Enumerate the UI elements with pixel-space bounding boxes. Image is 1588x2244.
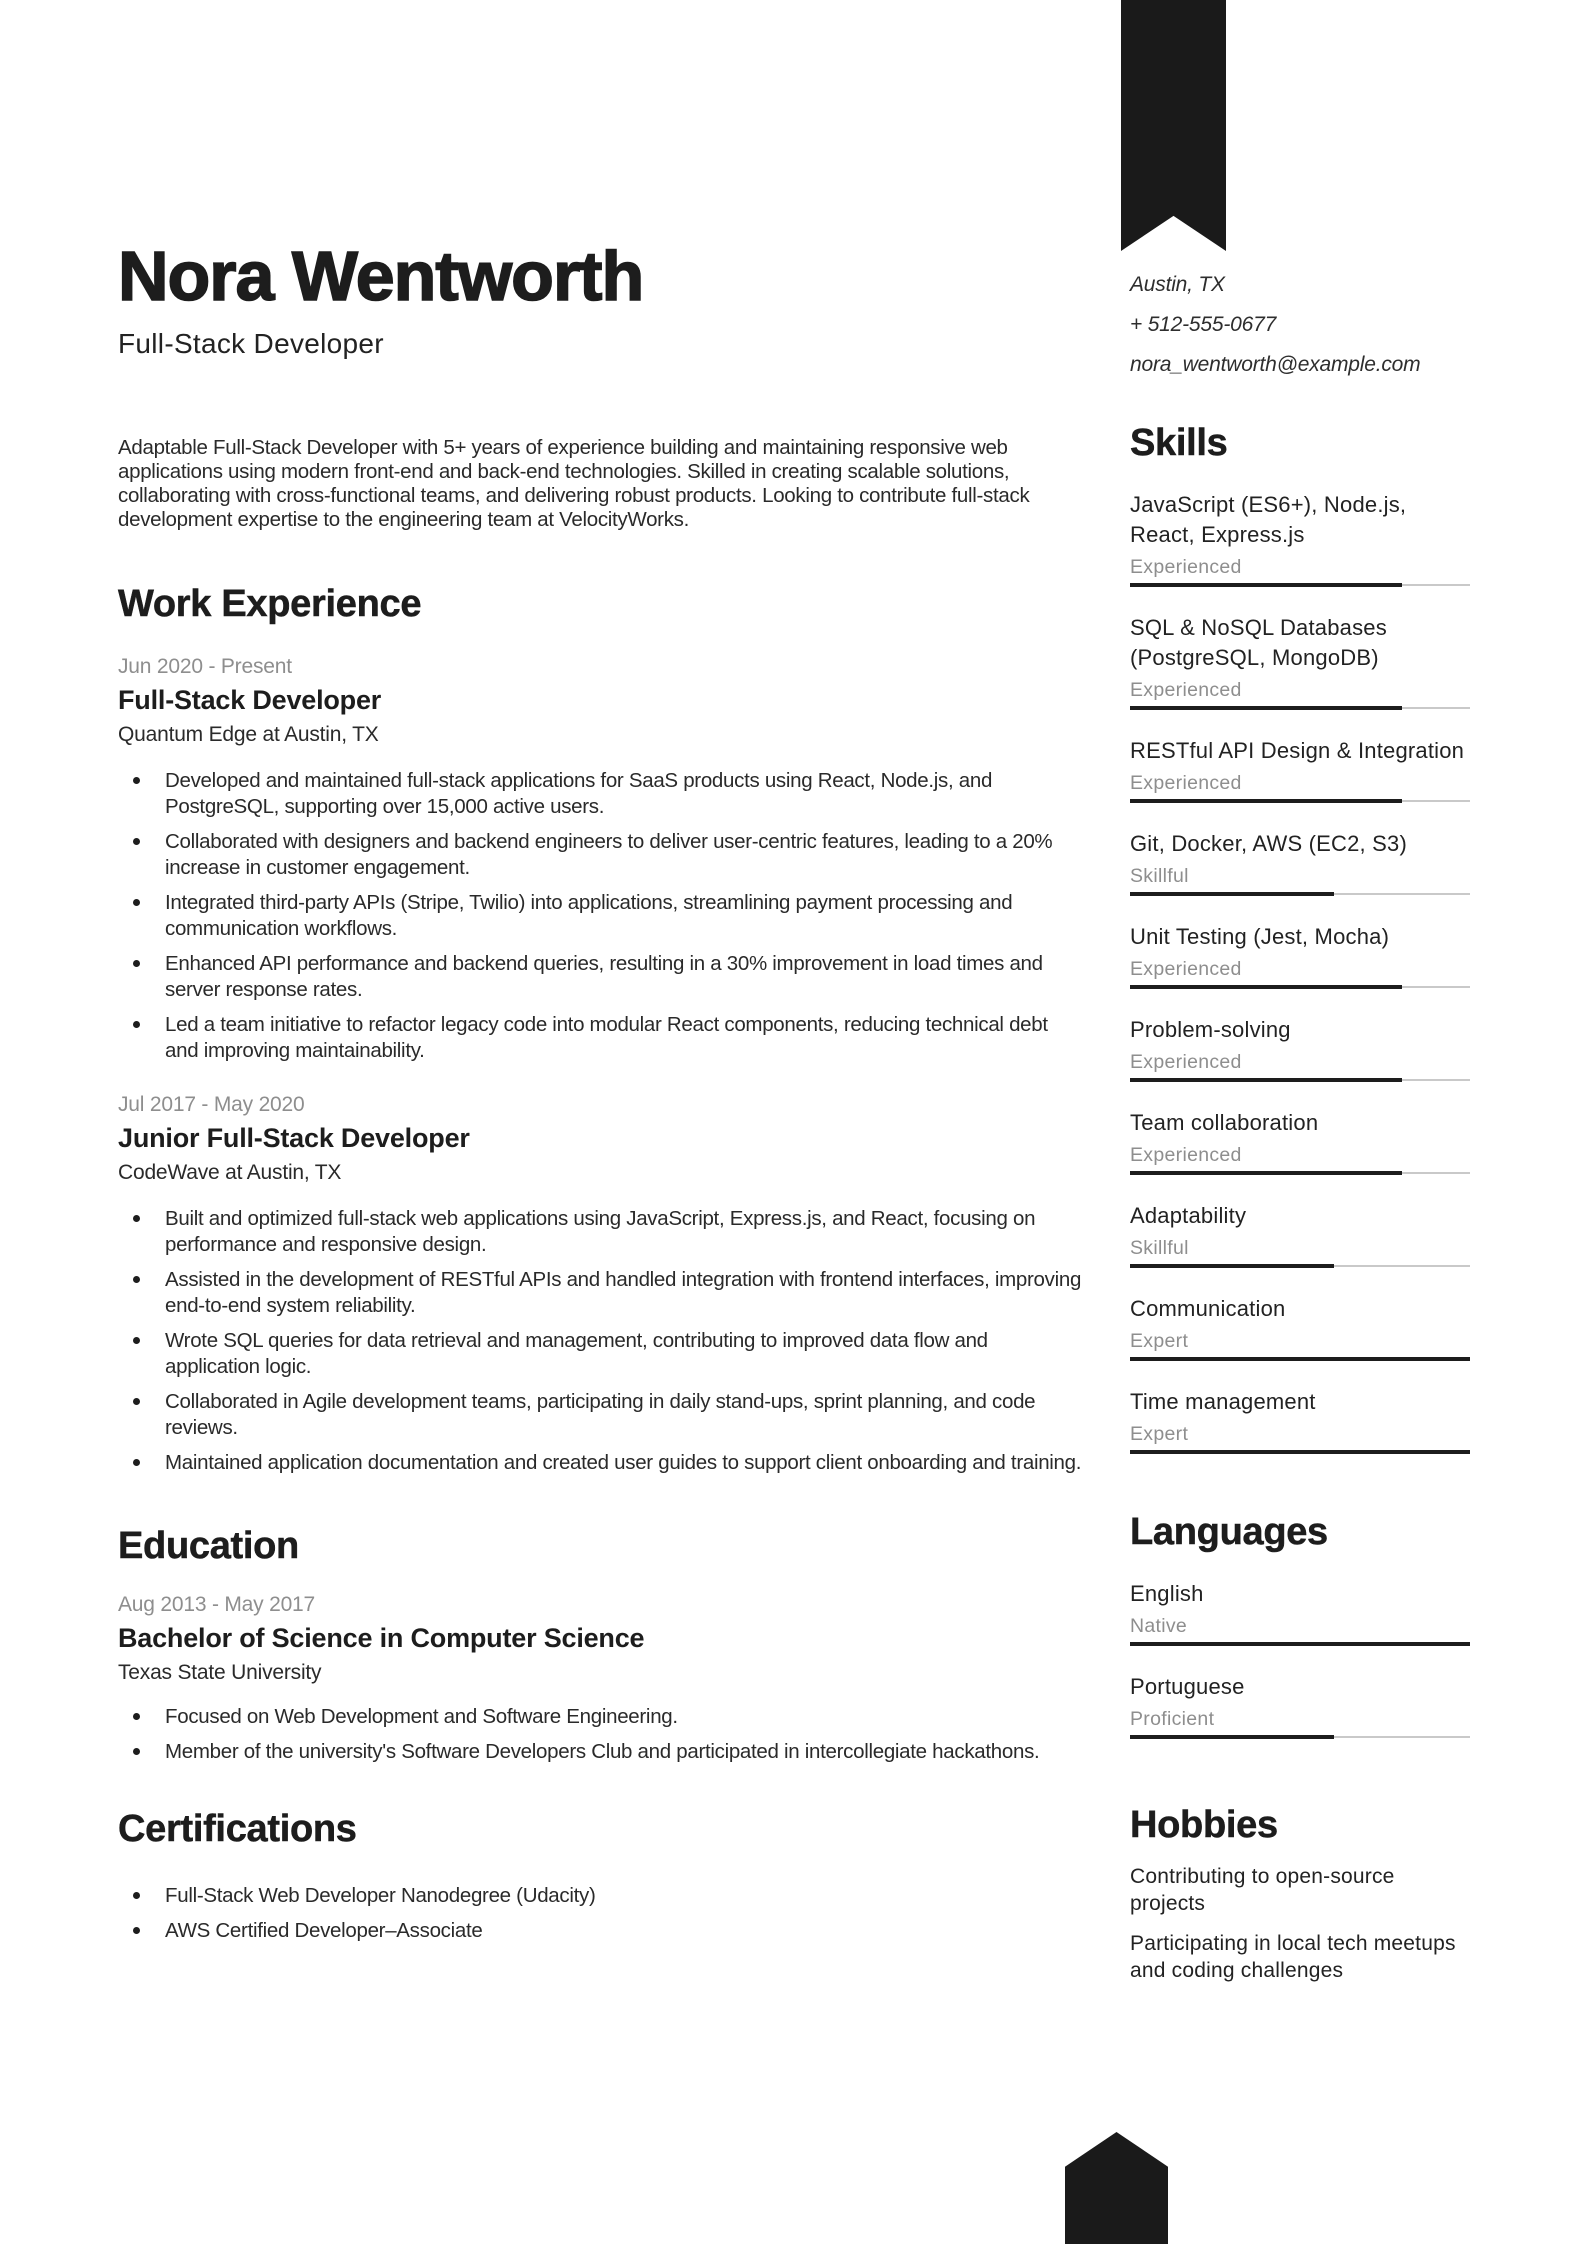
skill-level-label: Experienced [1130, 958, 1242, 980]
contact-email: nora_wentworth@example.com [1130, 353, 1421, 376]
skill-level-bar [1130, 1450, 1470, 1454]
certification-item: AWS Certified Developer–Associate [118, 1918, 1085, 1944]
language-level-bar-fill [1130, 1642, 1470, 1646]
skill-name: Git, Docker, AWS (EC2, S3) [1130, 831, 1408, 856]
skill-name: Time management [1130, 1389, 1316, 1414]
job-company: CodeWave at Austin, TX [118, 1161, 342, 1184]
summary-text: Adaptable Full-Stack Developer with 5+ years of experience building and maintaining responsive web applications using modern front-end and back-end technologies. Skilled in creating scalable solutions, collaborating with cross-functional teams, and delivering robust products. Looking to contribute full-stack development expertise to the engineering team at VelocityWorks. [118, 436, 1030, 531]
skill-item [1130, 1387, 1470, 1454]
main-column [118, 0, 1085, 1944]
bullet-item: Integrated third-party APIs (Stripe, Twilio) into applications, streamlining payment processing and communication workflows. [118, 890, 1085, 942]
skill-name: JavaScript (ES6+), Node.js, React, Express.js [1130, 492, 1407, 547]
skill-level-label: Expert [1130, 1330, 1189, 1352]
job-company: Quantum Edge at Austin, TX [118, 723, 379, 746]
skill-item [1130, 613, 1470, 710]
skill-level-bar [1130, 1357, 1470, 1361]
bullet-item: Wrote SQL queries for data retrieval and management, contributing to improved data flow and application logic. [118, 1328, 1085, 1380]
skill-level-label: Skillful [1130, 865, 1189, 887]
language-item [1130, 1672, 1470, 1739]
language-level-label: Native [1130, 1615, 1188, 1637]
skill-level-bar [1130, 892, 1470, 896]
job-title: Junior Full-Stack Developer [118, 1123, 470, 1153]
skill-level-bar [1130, 1078, 1470, 1082]
section-heading-certifications: Certifications [118, 1808, 357, 1850]
section-heading-work: Work Experience [118, 583, 422, 625]
bullet-item: Member of the university's Software Developers Club and participated in intercollegiate hackathons. [118, 1739, 1085, 1765]
hobbies-list [1130, 1864, 1470, 1984]
certification-item: Full-Stack Web Developer Nanodegree (Udacity) [118, 1883, 1085, 1909]
bullet-item: Enhanced API performance and backend queries, resulting in a 30% improvement in load times and server response rates. [118, 951, 1085, 1003]
skill-level-bar-fill [1130, 1171, 1402, 1175]
skill-name: Problem-solving [1130, 1017, 1291, 1042]
job-entry [118, 654, 1085, 1064]
contact-phone: + 512-555-0677 [1130, 313, 1277, 336]
skill-level-bar-fill [1130, 892, 1334, 896]
section-heading-education: Education [118, 1525, 299, 1567]
skills-list [1130, 490, 1470, 1454]
skill-level-bar-fill [1130, 1450, 1470, 1454]
skill-level-bar [1130, 1264, 1470, 1268]
contact-location: Austin, TX [1130, 273, 1225, 296]
skill-level-label: Experienced [1130, 1144, 1242, 1166]
skill-item [1130, 736, 1470, 803]
skill-level-label: Skillful [1130, 1237, 1189, 1259]
skill-item [1130, 1108, 1470, 1175]
job-bullet-list [118, 1206, 1085, 1476]
skill-level-label: Experienced [1130, 1051, 1242, 1073]
skill-level-label: Experienced [1130, 556, 1242, 578]
skill-item [1130, 829, 1470, 896]
certification-list [118, 1883, 1085, 1944]
skill-item [1130, 1015, 1470, 1082]
language-name: Portuguese [1130, 1674, 1245, 1699]
skill-level-bar-fill [1130, 799, 1402, 803]
job-dates: Jun 2020 - Present [118, 655, 292, 678]
job-dates: Jul 2017 - May 2020 [118, 1093, 305, 1116]
bullet-item: Led a team initiative to refactor legacy code into modular React components, reducing technical debt and improving maintainability. [118, 1012, 1085, 1064]
skill-item [1130, 490, 1470, 587]
skill-level-bar-fill [1130, 1078, 1402, 1082]
skill-name: RESTful API Design & Integration [1130, 738, 1465, 763]
education-degree: Bachelor of Science in Computer Science [118, 1623, 645, 1653]
job-title: Full-Stack Developer [118, 685, 382, 715]
skill-level-bar-fill [1130, 583, 1402, 587]
job-entry [118, 1092, 1085, 1476]
language-item [1130, 1579, 1470, 1646]
skill-level-bar-fill [1130, 706, 1402, 710]
job-bullet-list [118, 768, 1085, 1064]
skill-item [1130, 1201, 1470, 1268]
education-entry [118, 1592, 1085, 1765]
sidebar-heading-hobbies: Hobbies [1130, 1804, 1278, 1846]
skill-level-bar [1130, 985, 1470, 989]
sidebar-column [1130, 0, 1470, 1998]
skill-level-bar [1130, 583, 1470, 587]
skill-level-label: Experienced [1130, 679, 1242, 701]
bullet-item: Collaborated with designers and backend engineers to deliver user-centric features, leading to a 20% increase in customer engagement. [118, 829, 1085, 881]
language-level-label: Proficient [1130, 1708, 1215, 1730]
skill-name: Unit Testing (Jest, Mocha) [1130, 924, 1390, 949]
skill-level-bar [1130, 706, 1470, 710]
sidebar-heading-languages: Languages [1130, 1511, 1328, 1553]
candidate-title: Full-Stack Developer [118, 328, 384, 359]
language-level-bar [1130, 1642, 1470, 1646]
skill-name: SQL & NoSQL Databases (PostgreSQL, MongoDB) [1130, 615, 1387, 670]
hobby-item: Contributing to open-source projects [1130, 1865, 1395, 1915]
language-level-bar [1130, 1735, 1470, 1739]
sidebar-heading-skills: Skills [1130, 422, 1228, 464]
skill-level-label: Experienced [1130, 772, 1242, 794]
skill-name: Team collaboration [1130, 1110, 1319, 1135]
skill-level-bar-fill [1130, 985, 1402, 989]
skill-level-bar-fill [1130, 1264, 1334, 1268]
bullet-item: Maintained application documentation and created user guides to support client onboarding and training. [118, 1450, 1085, 1476]
candidate-name: Nora Wentworth [118, 237, 644, 315]
bullet-item: Collaborated in Agile development teams, participating in daily stand-ups, sprint planning, and code reviews. [118, 1389, 1085, 1441]
education-bullet-list [118, 1704, 1085, 1765]
bullet-item: Built and optimized full-stack web applications using JavaScript, Express.js, and React, focusing on performance and responsive design. [118, 1206, 1085, 1258]
education-dates: Aug 2013 - May 2017 [118, 1593, 316, 1616]
bullet-item: Developed and maintained full-stack applications for SaaS products using React, Node.js, and PostgreSQL, supporting over 15,000 active users. [118, 768, 1085, 820]
contact-block [1130, 272, 1470, 377]
skill-level-bar-fill [1130, 1357, 1470, 1361]
language-level-bar-fill [1130, 1735, 1334, 1739]
hobby-item: Participating in local tech meetups and coding challenges [1130, 1932, 1456, 1982]
skill-level-bar [1130, 799, 1470, 803]
languages-list [1130, 1579, 1470, 1739]
language-name: English [1130, 1581, 1204, 1606]
skill-name: Adaptability [1130, 1203, 1247, 1228]
skill-item [1130, 1294, 1470, 1361]
skill-level-label: Expert [1130, 1423, 1189, 1445]
bullet-item: Assisted in the development of RESTful APIs and handled integration with frontend interfaces, improving end-to-end system reliability. [118, 1267, 1085, 1319]
skill-name: Communication [1130, 1296, 1286, 1321]
bullet-item: Focused on Web Development and Software Engineering. [118, 1704, 1085, 1730]
skill-item [1130, 922, 1470, 989]
education-school: Texas State University [118, 1661, 322, 1684]
skill-level-bar [1130, 1171, 1470, 1175]
bookmark-ribbon-bottom-icon [1065, 2132, 1168, 2244]
